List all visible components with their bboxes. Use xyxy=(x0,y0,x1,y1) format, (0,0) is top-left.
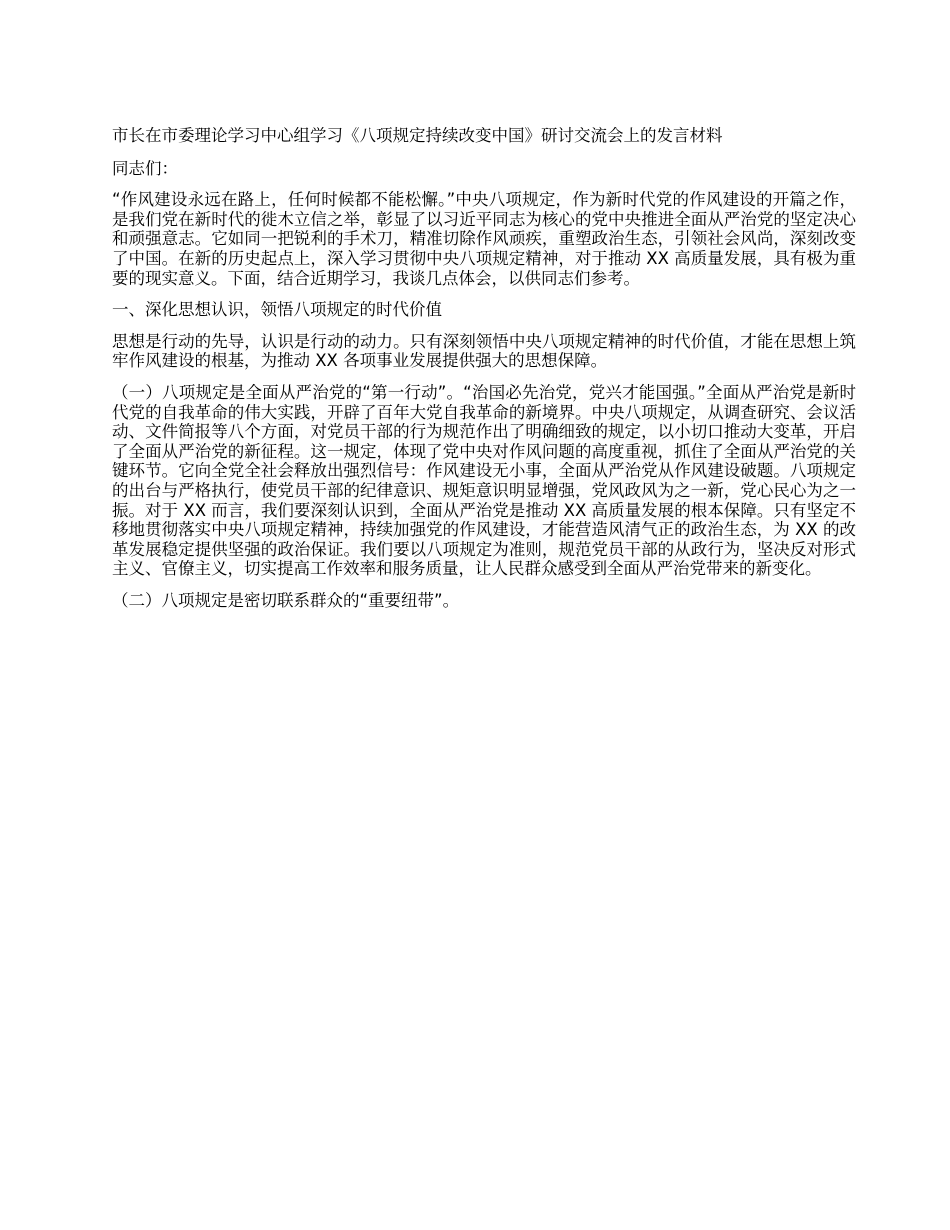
subsection-heading-2: （二）八项规定是密切联系群众的“重要纽带”。 xyxy=(112,590,460,610)
paragraph-subsection-1: （一）八项规定是全面从严治党的“第一行动”。“治国必先治党，党兴才能国强。”全面从严治党是新时代党的自我革命的伟大实践，开辟了百年大党自我革命的新境界。中央八项规定，从调查研究、会议活动、文件简报等八个方面，对党员干部的行为规范作出了明确细致的规定，以小切口推动大变革，开启了全面从严治党的新征程。这一规定，体现了党中央对作风问题的高度重视，抓住了全面从严治党的关键环节。它向全党全社会释放出强烈信号：作风建设无小事，全面从严治党从作风建设破题。八项规定的出台与严格执行，使党员干部的纪律意识、规矩意识明显增强，党风政风为之一新，党心民心为之一振。对于 XX 而言，我们要深刻认识到，全面从严治党是推动 XX 高质量发展的根本保障。只有坚定不移地贯彻落实中央八项规定精神，持续加强党的作风建设，才能营造风清气正的政治生态，为 XX 的改革发展稳定提供坚强的政治保证。我们要以八项规定为准则，规范党员干部的从政行为，坚决反对形式主义、官僚主义，切实提高工作效率和服务质量，让人民群众感受到全面从严治党带来的新变化。 xyxy=(112,382,856,579)
paragraph-intro: “作风建设永远在路上，任何时候都不能松懈。”中央八项规定，作为新时代党的作风建设的开篇之作，是我们党在新时代的徙木立信之举，彰显了以习近平同志为核心的党中央推进全面从严治党的坚定决心和顽强意志。它如同一把锐利的手术刀，精准切除作风顽疾，重塑政治生态，引领社会风尚，深刻改变了中国。在新的历史起点上，深入学习贯彻中央八项规定精神，对于推动 XX 高质量发展，具有极为重要的现实意义。下面，结合近期学习，我谈几点体会，以供同志们参考。 xyxy=(112,190,856,288)
section-heading-1: 一、深化思想认识，领悟八项规定的时代价值 xyxy=(112,300,442,320)
document-title: 市长在市委理论学习中心组学习《八项规定持续改变中国》研讨交流会上的发言材料 xyxy=(112,126,723,145)
salutation: 同志们： xyxy=(112,158,178,178)
paragraph-section-1: 思想是行动的先导，认识是行动的动力。只有深刻领悟中央八项规定精神的时代价值，才能在思想上筑牢作风建设的根基，为推动 XX 各项事业发展提供强大的思想保障。 xyxy=(112,331,856,371)
document-page xyxy=(112,126,856,622)
